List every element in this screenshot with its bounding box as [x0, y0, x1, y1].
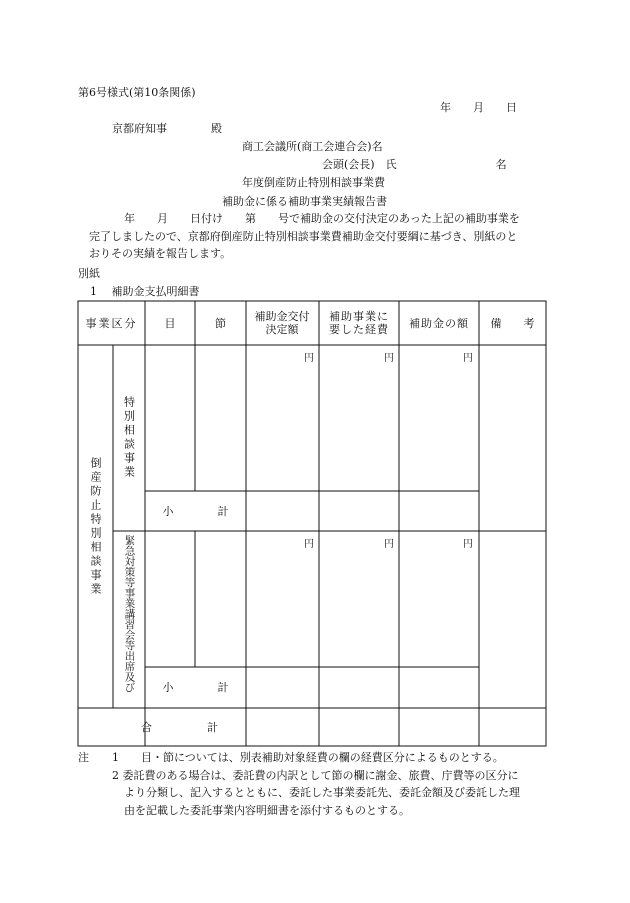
attachment-label: 別紙: [78, 267, 100, 280]
section-title: 1 補助金支払明細書: [90, 285, 200, 298]
sub-category-2-label: 緊急対策等事業講習会等出席及び: [123, 534, 136, 692]
yen-expenses-2: 円: [384, 539, 394, 550]
sub-category-1-label: 特別相談事業: [122, 396, 136, 480]
note-2-line-1: 2 委託費のある場合は、委託費の内訳として節の欄に謝金、旅費、庁費等の区分に: [112, 768, 519, 782]
main-category-cell: [78, 345, 113, 708]
date-line: 年 月 日: [440, 101, 517, 114]
representative: 会頭(会長) 氏 名: [322, 158, 507, 171]
note-2-line-3: 由を記載した委託事業内容明細書を添付するものとする。: [124, 803, 410, 817]
header-item: 目: [164, 316, 176, 330]
yen-subsidy-1: 円: [463, 353, 473, 364]
organization-name: 商工会議所(商工会連合会)名: [242, 140, 383, 153]
title-line-1: 年度倒産防止特別相談事業費: [242, 176, 385, 189]
note-prefix: 注: [78, 751, 89, 764]
body-line-3: おりその実績を報告します。: [89, 247, 232, 260]
title-line-2: 補助金に係る補助事業実績報告書: [222, 195, 387, 208]
header-subsidy-amount: 補助金の額: [409, 316, 469, 330]
form-number: 第6号様式(第10条関係): [78, 86, 196, 99]
addressee: 京都府知事 殿: [112, 122, 222, 135]
body-line-2: 完了しましたので、京都府倒産防止特別相談事業費補助金交付要綱に基づき、別紙のと: [89, 229, 518, 243]
body-line-1: 年 月 日付け 第 号で補助金の交付決定のあった上記の補助事業を: [124, 212, 520, 225]
sub-category-2-cell: [113, 531, 145, 708]
note-1: 1 目・節については、別表補助対象経費の欄の経費区分によるものとする。: [112, 751, 504, 764]
notes-block: [112, 749, 572, 819]
yen-expenses-1: 円: [384, 353, 394, 364]
sub-category-1-cell: [113, 345, 145, 531]
yen-decided-2: 円: [304, 539, 314, 550]
total-label: 合 計: [141, 720, 218, 734]
subtotal-1-label: 小 計: [162, 504, 229, 518]
header-category: 事業区分: [85, 316, 138, 330]
header-expenses: 補助事業に要した経費: [329, 310, 389, 336]
note-2-line-2: より分類し、記入するとともに、委託した事業委託先、委託金額及び委託した理: [124, 786, 520, 799]
header-subitem: 節: [215, 316, 226, 330]
subtotal-2-label: 小 計: [162, 681, 229, 694]
main-category-label: 倒産防止特別相談事業: [89, 456, 102, 597]
yen-decided-1: 円: [304, 353, 314, 364]
header-decided-amount: 補助金交付決定額: [254, 310, 310, 336]
header-remarks: 備 考: [490, 316, 535, 330]
yen-subsidy-2: 円: [463, 539, 473, 550]
